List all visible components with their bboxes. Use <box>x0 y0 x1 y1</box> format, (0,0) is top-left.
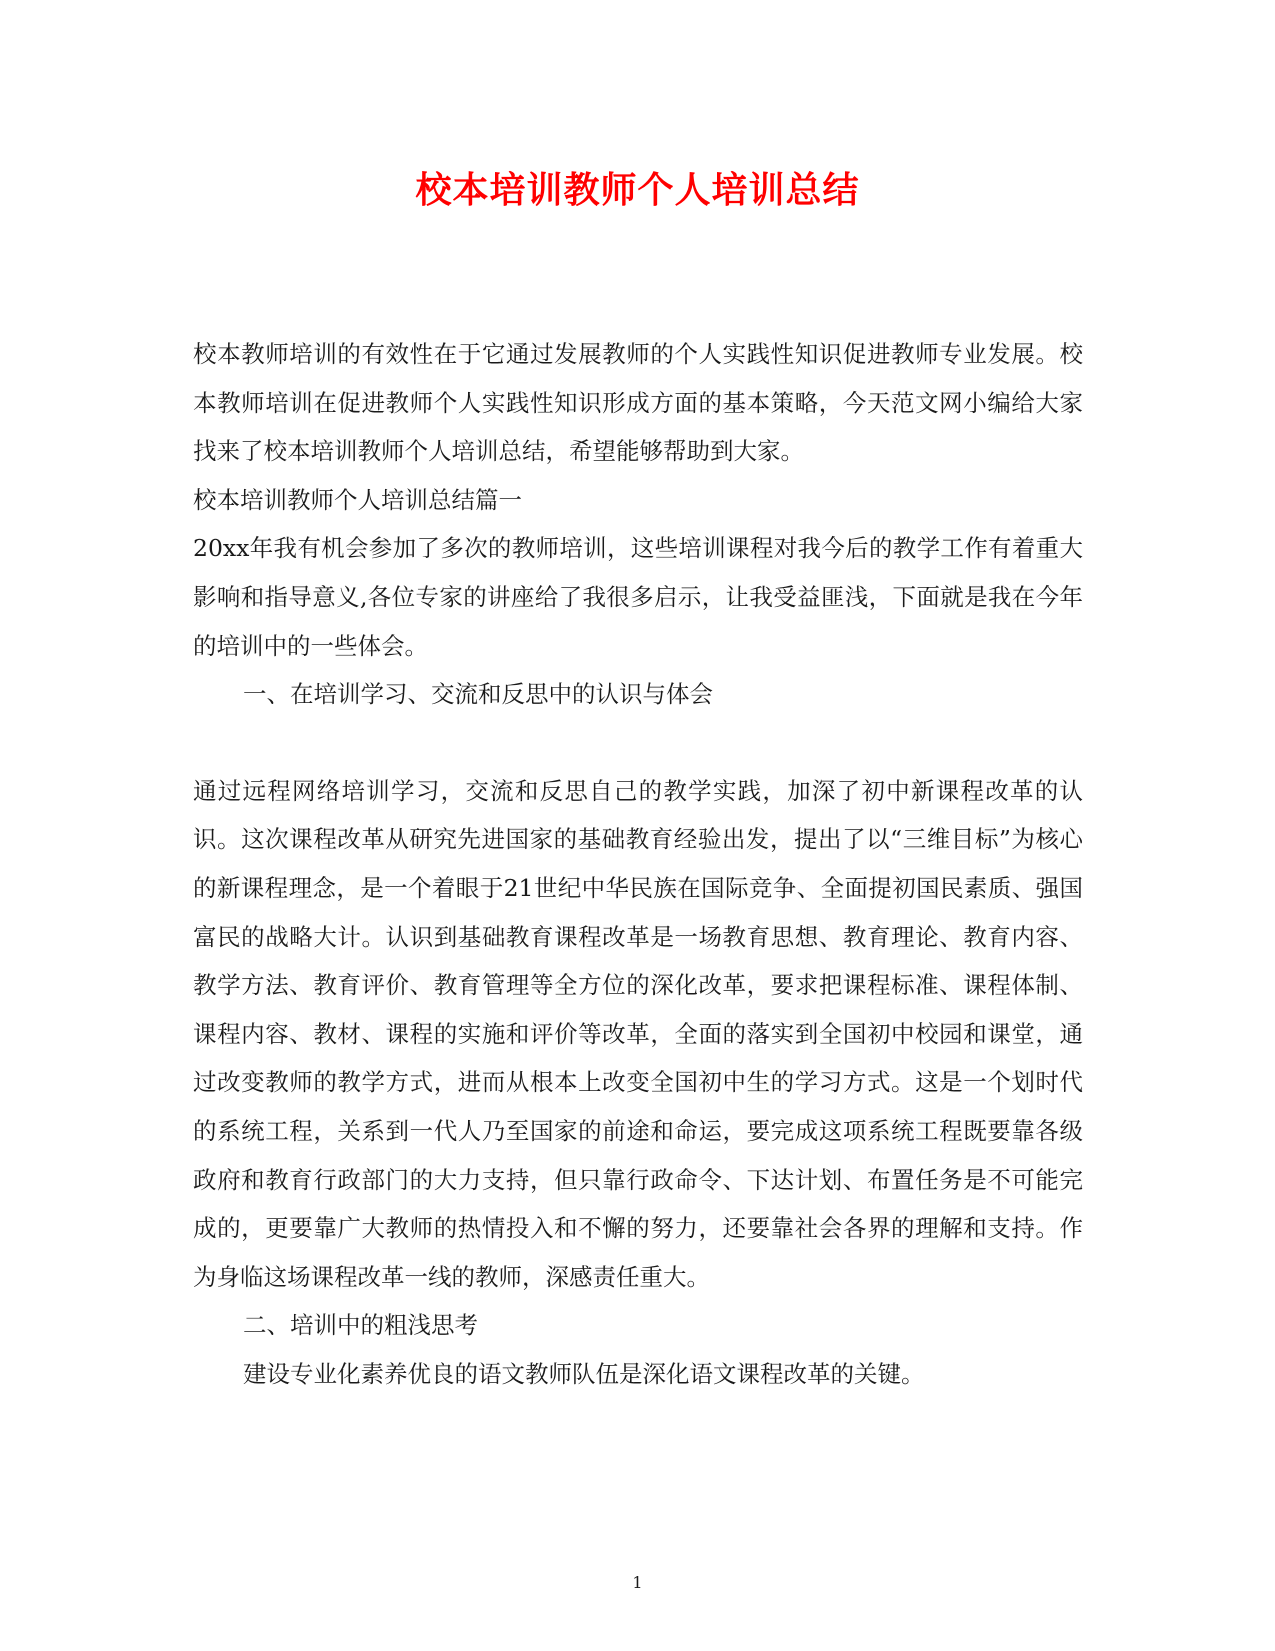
paragraph-spacer <box>193 719 1083 767</box>
section-subtitle: 校本培训教师个人培训总结篇一 <box>193 485 522 514</box>
heading-2: 二、培训中的粗浅思考 <box>243 1311 478 1340</box>
page-number: 1 <box>632 1573 643 1592</box>
document-title: 校本培训教师个人培训总结 <box>415 169 860 211</box>
paragraph-1: 20xx年我有机会参加了多次的教师培训，这些培训课程对我今后的教学工作有着重大影响和指导意义,各位专家的讲座给了我很多启示，让我受益匪浅，下面就是我在今年的培训中的一些体会。 <box>193 534 1083 660</box>
heading-1: 一、在培训学习、交流和反思中的认识与体会 <box>243 680 713 709</box>
paragraph-3: 建设专业化素养优良的语文教师队伍是深化语文课程改革的关键。 <box>243 1359 925 1388</box>
paragraph-2: 通过远程网络培训学习，交流和反思自己的教学实践，加深了初中新课程改革的认识。这次课程改革从研究先进国家的基础教育经验出发，提出了以“三维目标”为核心的新课程理念，是一个着眼于21世纪中华民族在国际竞争、全面提初国民素质、强国富民的战略大计。认识到基础教育课程改革是一场教育思想、教育理论、教育内容、教学方法、教育评价、教育管理等全方位的深化改革，要求把课程标准、课程体制、课程内容、教材、课程的实施和评价等改革，全面的落实到全国初中校园和课堂，通过改变教师的教学方式，进而从根本上改变全国初中生的学习方式。这是一个划时代的系统工程，关系到一代人乃至国家的前途和命运，要完成这项系统工程既要靠各级政府和教育行政部门的大力支持，但只靠行政命令、下达计划、布置任务是不可能完成的，更要靠广大教师的热情投入和不懈的努力，还要靠社会各界的理解和支持。作为身临这场课程改革一线的教师，深感责任重大。 <box>193 776 1083 1291</box>
document-body <box>193 330 1083 1398</box>
intro-paragraph: 校本教师培训的有效性在于它通过发展教师的个人实践性知识促进教师专业发展。校本教师培训在促进教师个人实践性知识形成方面的基本策略，今天范文网小编给大家找来了校本培训教师个人培训总结，希望能够帮助到大家。 <box>193 340 1083 466</box>
